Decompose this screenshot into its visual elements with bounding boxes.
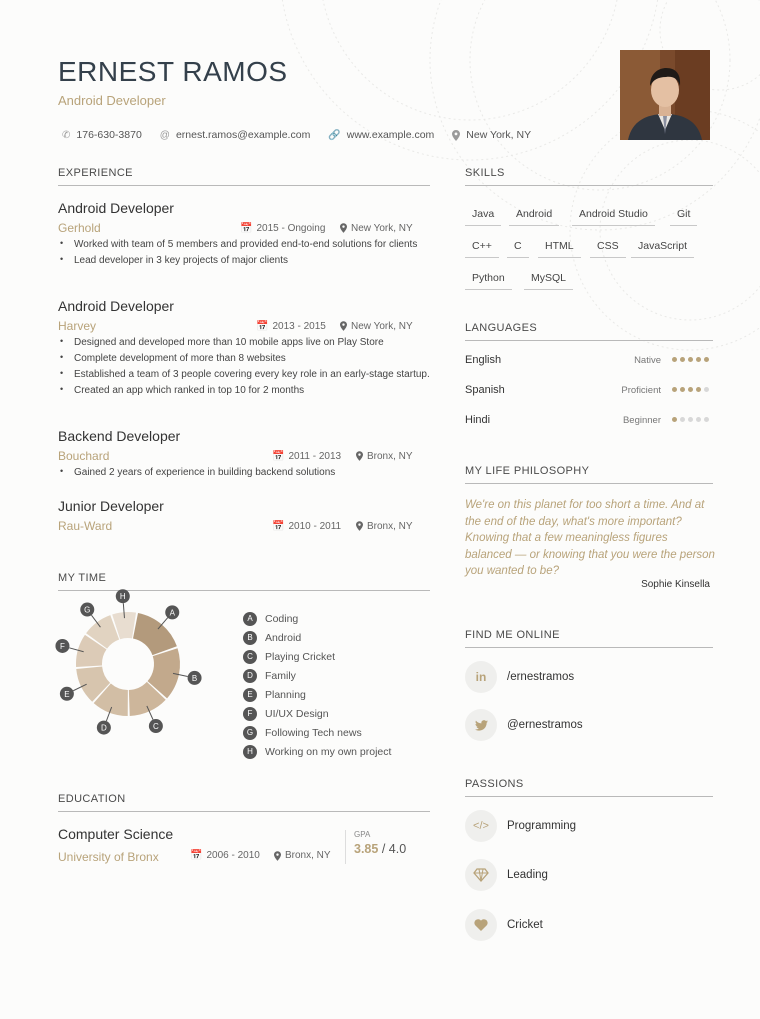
link-icon: 🔗 <box>328 129 341 141</box>
candidate-role: Android Developer <box>58 93 166 108</box>
job-entry <box>58 428 430 482</box>
skill-tag: MySQL <box>524 269 573 290</box>
skill-tag: C++ <box>465 237 499 258</box>
donut-label: E <box>64 689 70 699</box>
proficiency-dot <box>672 417 677 422</box>
education-dates <box>190 850 260 861</box>
proficiency-dot <box>696 417 701 422</box>
candidate-name: ERNEST RAMOS <box>58 56 288 87</box>
gpa-separator: / <box>381 842 386 856</box>
section-title-passions: PASSIONS <box>465 778 713 797</box>
linkedin-icon: in <box>465 661 497 693</box>
legend-badge: F <box>243 707 257 721</box>
location-pin-icon <box>274 851 281 861</box>
job-bullet: • Gained 2 years of experience in building backend solutions <box>58 466 430 479</box>
social-twitter[interactable] <box>465 709 583 741</box>
proficiency-dot <box>704 387 709 392</box>
language-level: Beginner <box>622 415 661 426</box>
phone-icon: ✆ <box>62 129 71 141</box>
skill-tag: Python <box>465 269 512 290</box>
location-pin-icon <box>452 130 460 141</box>
social-linkedin[interactable] <box>465 661 574 693</box>
job-dates <box>272 451 341 462</box>
job-entry <box>58 200 430 270</box>
donut-label: F <box>59 641 65 651</box>
passion-item <box>465 909 543 941</box>
twitter-icon <box>465 709 497 741</box>
philosophy-quote: We're on this planet for too short a time. And at the end of the day, what's more important? Knowing that a few meaningless figures balanced — or knowing that you were the person you wanted to be? <box>465 499 715 577</box>
legend-badge: G <box>243 726 257 740</box>
legend-label: Following Tech news <box>265 726 362 739</box>
avatar <box>620 50 710 140</box>
section-title-education: EDUCATION <box>58 793 430 812</box>
skill-tag: Git <box>670 205 697 226</box>
contact-phone[interactable] <box>62 129 142 141</box>
job-bullet: • Lead developer in 3 key projects of major clients <box>58 254 430 267</box>
gpa-label: GPA <box>354 830 371 839</box>
legend-badge: E <box>243 688 257 702</box>
language-row <box>465 354 713 370</box>
job-bullet: • Complete development of more than 8 websites <box>58 352 430 365</box>
legend-item <box>243 704 391 723</box>
proficiency-dot <box>704 357 709 362</box>
location-pin-icon <box>340 321 347 331</box>
code-icon: </> <box>465 810 497 842</box>
social-text: @ernestramos <box>507 719 583 731</box>
job-dates-text: 2013 - 2015 <box>272 320 326 332</box>
job-entry <box>58 298 430 400</box>
job-location <box>340 321 413 332</box>
calendar-icon: 📅 <box>240 222 253 234</box>
proficiency-dot <box>688 387 693 392</box>
section-title-my-time: MY TIME <box>58 572 430 591</box>
donut-label: A <box>169 608 175 618</box>
skill-tag: C <box>507 237 529 258</box>
legend-label: Playing Cricket <box>265 650 336 663</box>
job-dates <box>256 321 326 332</box>
passion-text: Programming <box>507 820 577 832</box>
diamond-icon <box>465 859 497 891</box>
legend-label: Planning <box>265 688 306 701</box>
legend-item <box>243 685 391 704</box>
job-dates-text: 2015 - Ongoing <box>256 222 326 234</box>
contact-location <box>452 129 531 141</box>
location-pin-icon <box>356 451 363 461</box>
skill-tag: Android Studio <box>572 205 655 226</box>
passion-text: Leading <box>507 869 548 881</box>
calendar-icon: 📅 <box>256 320 269 332</box>
proficiency-dot <box>680 387 685 392</box>
job-bullets <box>58 238 430 267</box>
legend-label: UI/UX Design <box>265 707 329 720</box>
skill-tag: HTML <box>538 237 581 258</box>
time-legend <box>243 609 391 761</box>
time-donut-chart <box>59 592 220 748</box>
language-row <box>465 414 713 430</box>
job-dates-text: 2011 - 2013 <box>288 450 342 462</box>
social-text: /ernestramos <box>507 671 575 683</box>
education-location <box>274 850 331 861</box>
quote-author: Sophie Kinsella <box>641 579 710 590</box>
language-dots <box>672 417 709 422</box>
donut-label: G <box>84 605 91 615</box>
contact-website[interactable] <box>328 129 434 141</box>
language-name: Hindi <box>465 414 491 426</box>
skill-tag: CSS <box>590 237 626 258</box>
job-company: Gerhold <box>58 221 101 235</box>
job-location <box>356 451 413 462</box>
passion-item <box>465 810 576 842</box>
gpa-value <box>354 842 406 856</box>
legend-item <box>243 723 391 742</box>
gpa-max: 4.0 <box>388 842 407 856</box>
job-company: Harvey <box>58 319 97 333</box>
language-dots <box>672 357 709 362</box>
job-location-text: New York, NY <box>351 320 413 332</box>
legend-badge: D <box>243 669 257 683</box>
legend-badge: A <box>243 612 257 626</box>
section-title-philosophy: MY LIFE PHILOSOPHY <box>465 465 713 484</box>
language-row <box>465 384 713 400</box>
legend-badge: B <box>243 631 257 645</box>
job-title: Android Developer <box>58 200 174 216</box>
job-entry <box>58 498 430 533</box>
gpa-box <box>345 830 406 864</box>
job-bullet: • Established a team of 3 people covering every key role in an early-stage startup. <box>58 368 430 381</box>
proficiency-dot <box>680 357 685 362</box>
job-bullets <box>58 466 430 479</box>
education-location-text: Bronx, NY <box>285 850 331 861</box>
phone-text: 176-630-3870 <box>76 129 142 141</box>
proficiency-dot <box>672 387 677 392</box>
legend-badge: H <box>243 745 257 759</box>
legend-item <box>243 647 391 666</box>
job-company: Rau-Ward <box>58 519 113 533</box>
proficiency-dot <box>688 417 693 422</box>
legend-label: Coding <box>265 612 299 625</box>
legend-label: Working on my own project <box>265 745 392 758</box>
job-location-text: Bronx, NY <box>367 520 413 532</box>
job-location <box>340 223 413 234</box>
calendar-icon: 📅 <box>272 450 285 462</box>
legend-label: Family <box>265 669 296 682</box>
job-dates <box>272 521 341 532</box>
job-bullet: • Designed and developed more than 10 mobile apps live on Play Store <box>58 336 430 349</box>
legend-item <box>243 666 391 685</box>
legend-badge: C <box>243 650 257 664</box>
job-dates-text: 2010 - 2011 <box>288 520 342 532</box>
section-title-experience: EXPERIENCE <box>58 167 430 186</box>
job-title: Android Developer <box>58 298 174 314</box>
donut-label: H <box>119 592 126 602</box>
section-title-online: FIND ME ONLINE <box>465 629 713 648</box>
passion-item <box>465 859 548 891</box>
skill-tag: Android <box>509 205 559 226</box>
gpa-score: 3.85 <box>354 842 379 856</box>
education-dates-text: 2006 - 2010 <box>206 850 260 861</box>
job-title: Junior Developer <box>58 498 164 514</box>
location-pin-icon <box>340 223 347 233</box>
contact-bar <box>62 129 531 141</box>
skill-tag: JavaScript <box>631 237 694 258</box>
job-bullets <box>58 336 430 397</box>
website-text: www.example.com <box>346 129 435 141</box>
at-icon: @ <box>159 129 170 141</box>
legend-label: Android <box>265 631 302 644</box>
job-bullet: • Worked with team of 5 members and provided end-to-end solutions for clients <box>58 238 430 251</box>
legend-item <box>243 628 391 647</box>
proficiency-dot <box>704 417 709 422</box>
job-dates <box>240 223 325 234</box>
calendar-icon: 📅 <box>272 520 285 532</box>
email-text: ernest.ramos@example.com <box>175 129 311 141</box>
contact-email[interactable] <box>160 129 311 141</box>
proficiency-dot <box>688 357 693 362</box>
passion-text: Cricket <box>507 919 543 931</box>
location-text: New York, NY <box>466 129 532 141</box>
job-company: Bouchard <box>58 449 110 463</box>
language-level: Proficient <box>621 385 661 396</box>
donut-label: B <box>191 673 198 683</box>
language-name: English <box>465 354 502 366</box>
language-name: Spanish <box>465 384 505 396</box>
location-pin-icon <box>356 521 363 531</box>
education-school: University of Bronx <box>58 850 159 864</box>
legend-item <box>243 742 391 761</box>
job-location <box>356 521 413 532</box>
language-level: Native <box>634 355 661 366</box>
skill-tag: Java <box>465 205 501 226</box>
proficiency-dot <box>696 357 701 362</box>
proficiency-dot <box>696 387 701 392</box>
legend-item <box>243 609 391 628</box>
calendar-icon: 📅 <box>190 850 203 861</box>
language-dots <box>672 387 709 392</box>
donut-label: C <box>152 722 159 732</box>
donut-slice-a <box>133 613 177 655</box>
job-bullet: • Created an app which ranked in top 10 for 2 months <box>58 384 430 397</box>
education-degree: Computer Science <box>58 826 174 842</box>
section-title-languages: LANGUAGES <box>465 322 713 341</box>
job-title: Backend Developer <box>58 428 181 444</box>
job-location-text: New York, NY <box>351 222 413 234</box>
section-title-skills: SKILLS <box>465 167 713 186</box>
proficiency-dot <box>680 417 685 422</box>
heart-icon <box>465 909 497 941</box>
donut-label: D <box>100 723 107 733</box>
proficiency-dot <box>672 357 677 362</box>
job-location-text: Bronx, NY <box>367 450 413 462</box>
avatar-photo <box>620 50 710 140</box>
